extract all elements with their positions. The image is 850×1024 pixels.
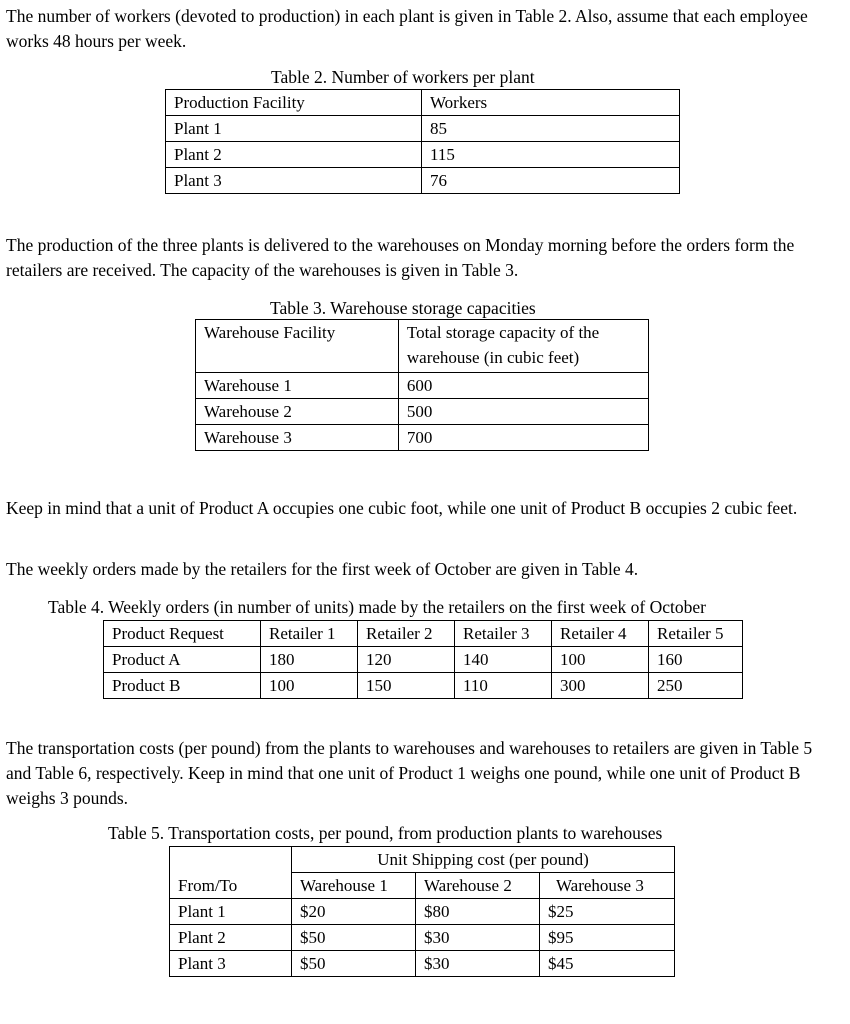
table-row (166, 168, 680, 194)
table-header-cell: Product Request (104, 621, 261, 647)
table-header-cell: Retailer 3 (455, 621, 552, 647)
table-row (166, 142, 680, 168)
table-cell: 85 (422, 116, 680, 142)
table2-workers-per-plant (165, 89, 680, 194)
table-cell: 150 (358, 673, 455, 699)
table-cell: 100 (261, 673, 358, 699)
table-cell: Plant 2 (166, 142, 422, 168)
table-cell: Warehouse 1 (196, 373, 399, 399)
table-cell: 110 (455, 673, 552, 699)
table-cell: $20 (292, 899, 416, 925)
table-cell: 250 (649, 673, 743, 699)
table-cell: $25 (540, 899, 675, 925)
table-row (196, 373, 649, 399)
table-cell: Product B (104, 673, 261, 699)
paragraph-transport-costs: The transportation costs (per pound) from the plants to warehouses and warehouses to retailers are given in Table 5 and Table 6, respectively. Keep in mind that one unit of Product 1 weighs one pound, while one unit of Product B weighs 3 pounds. (6, 738, 813, 808)
table-cell: 300 (552, 673, 649, 699)
table-corner-cell (170, 847, 292, 873)
table-header-cell: Workers (422, 90, 680, 116)
table-header-cell: Warehouse 3 (540, 873, 675, 899)
table-header-cell: Warehouse Facility (196, 320, 399, 373)
table-header-cell: Retailer 2 (358, 621, 455, 647)
table-cell: Warehouse 3 (196, 425, 399, 451)
table-row (170, 925, 675, 951)
table-cell: 500 (398, 399, 648, 425)
table-header-cell: Production Facility (166, 90, 422, 116)
paragraph-weekly-orders: The weekly orders made by the retailers for the first week of October are given in Table 4. (6, 559, 639, 579)
table-cell: $50 (292, 925, 416, 951)
table-cell: Plant 1 (170, 899, 292, 925)
table-row (104, 647, 743, 673)
table-cell: 76 (422, 168, 680, 194)
table-row (196, 399, 649, 425)
table-cell: 115 (422, 142, 680, 168)
table-cell: Plant 3 (166, 168, 422, 194)
table-header-cell: Retailer 1 (261, 621, 358, 647)
table-cell: Warehouse 2 (196, 399, 399, 425)
table-cell: 180 (261, 647, 358, 673)
table5-caption: Table 5. Transportation costs, per pound, from production plants to warehouses (108, 823, 663, 843)
table4-caption: Table 4. Weekly orders (in number of units) made by the retailers on the first week of October (48, 597, 706, 617)
table-header-row (166, 90, 680, 116)
table-row (104, 673, 743, 699)
table-cell: 600 (398, 373, 648, 399)
table-header-cell: Retailer 4 (552, 621, 649, 647)
table-cell: Product A (104, 647, 261, 673)
table4-weekly-orders (103, 620, 743, 699)
table-cell: $80 (416, 899, 540, 925)
table2-caption: Table 2. Number of workers per plant (271, 67, 535, 87)
table-row (170, 899, 675, 925)
paragraph-unit-volume: Keep in mind that a unit of Product A occupies one cubic foot, while one unit of Product B occupies 2 cubic feet. (6, 498, 798, 518)
table-header-cell: Warehouse 2 (416, 873, 540, 899)
table-header-row (104, 621, 743, 647)
table-cell: $95 (540, 925, 675, 951)
table-cell: 120 (358, 647, 455, 673)
paragraph-production-delivery: The production of the three plants is delivered to the warehouses on Monday morning before the orders form the retailers are received. The capacity of the warehouses is given in Table 3. (6, 235, 795, 280)
table-group-header-cell: Unit Shipping cost (per pound) (292, 847, 675, 873)
table-header-cell: From/To (170, 873, 292, 899)
table-cell: 140 (455, 647, 552, 673)
table-cell: Plant 2 (170, 925, 292, 951)
table3-warehouse-capacities (195, 319, 649, 451)
table-group-header-row (170, 847, 675, 873)
table-header-cell: Warehouse 1 (292, 873, 416, 899)
table-row (170, 951, 675, 977)
table-row (196, 425, 649, 451)
table-cell: $30 (416, 925, 540, 951)
table3-caption: Table 3. Warehouse storage capacities (270, 298, 536, 318)
paragraph-workers: The number of workers (devoted to production) in each plant is given in Table 2. Also, assume that each employee works 48 hours per week. (6, 6, 808, 51)
table-header-row (170, 873, 675, 899)
table-cell: $30 (416, 951, 540, 977)
table-cell: 100 (552, 647, 649, 673)
table-header-row (196, 320, 649, 373)
table-row (166, 116, 680, 142)
table-cell: Plant 3 (170, 951, 292, 977)
table5-transport-costs (169, 846, 675, 977)
table-cell: $45 (540, 951, 675, 977)
table-header-cell: Retailer 5 (649, 621, 743, 647)
table-cell: 160 (649, 647, 743, 673)
table-cell: 700 (398, 425, 648, 451)
table-cell: Plant 1 (166, 116, 422, 142)
table-header-cell: Total storage capacity of the warehouse (in cubic feet) (398, 320, 648, 373)
table-cell: $50 (292, 951, 416, 977)
